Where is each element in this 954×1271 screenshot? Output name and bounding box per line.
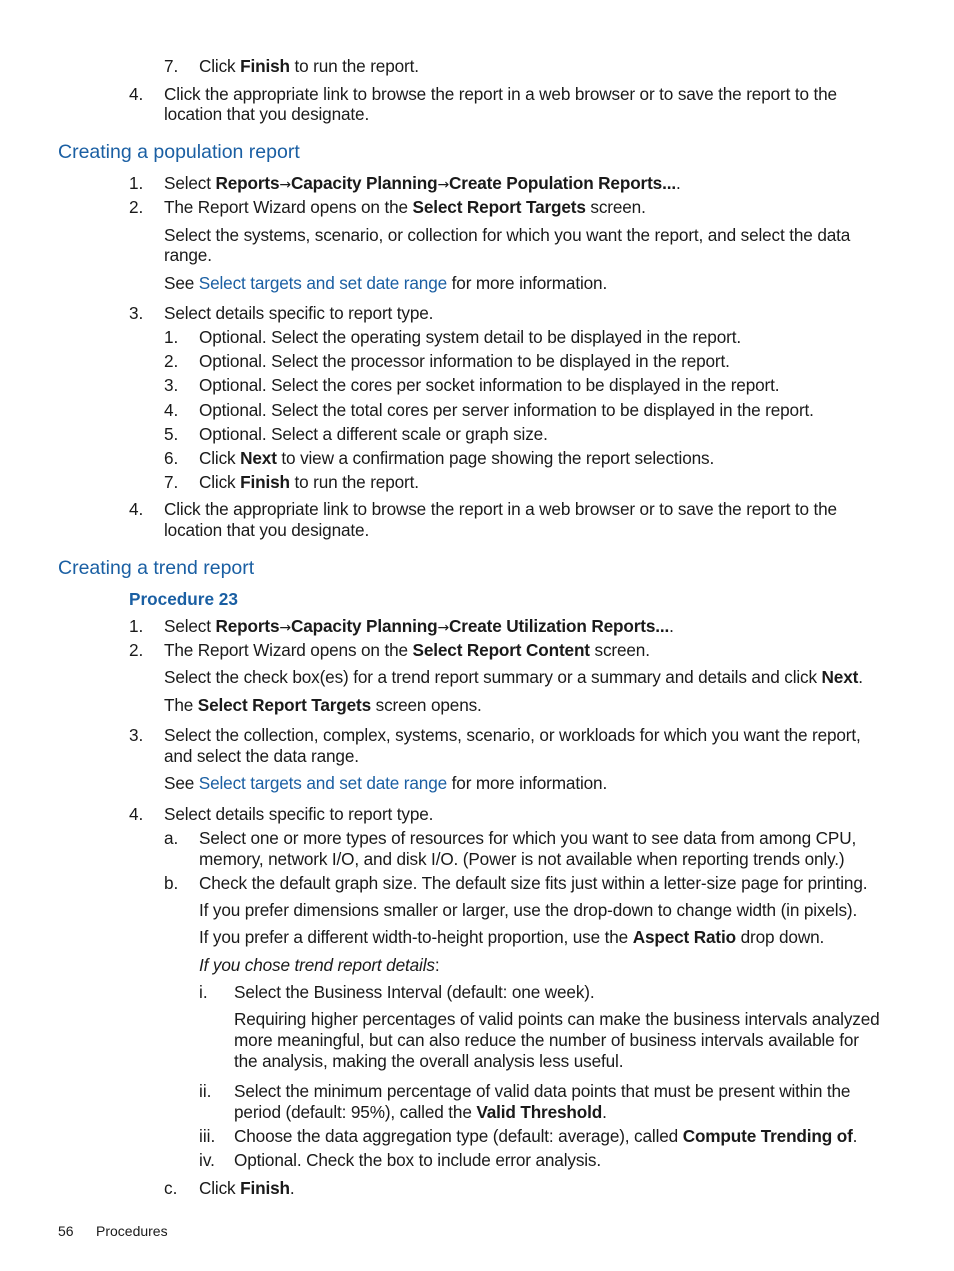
list-item: Optional. Select a different scale or graph size. bbox=[199, 424, 548, 444]
section-heading-trend: Creating a trend report bbox=[58, 557, 255, 579]
list-item: Click Finish to run the report. bbox=[199, 472, 419, 492]
select-targets-link[interactable]: Select targets and set date range bbox=[198, 773, 448, 793]
list-roman: iv. bbox=[199, 1150, 215, 1170]
list-number: 4. bbox=[129, 804, 144, 824]
list-item: Optional. Select the operating system detail to be displayed in the report. bbox=[199, 327, 741, 347]
paragraph-continuation: range. bbox=[164, 245, 212, 265]
paragraph: If you prefer dimensions smaller or larger, use the drop-down to change width (in pixels). bbox=[199, 900, 858, 920]
paragraph: Select the check box(es) for a trend report summary or a summary and details and click Next. bbox=[164, 667, 863, 687]
list-item: Optional. Select the processor information to be displayed in the report. bbox=[199, 351, 730, 371]
menu-path-step: Select Reports→Capacity Planning→Create Utilization Reports.... bbox=[164, 616, 674, 636]
procedure-title: Procedure 23 bbox=[129, 589, 238, 609]
list-item: Select details specific to report type. bbox=[164, 303, 434, 323]
list-number: 4. bbox=[164, 400, 179, 420]
list-item: Click Finish. bbox=[199, 1178, 295, 1198]
list-letter: b. bbox=[164, 873, 179, 893]
list-item: Click Next to view a confirmation page showing the report selections. bbox=[199, 448, 715, 468]
list-roman: ii. bbox=[199, 1081, 212, 1101]
list-item: Click the appropriate link to browse the report in a web browser or to save the report to the bbox=[164, 84, 837, 104]
list-number: 2. bbox=[129, 640, 144, 660]
list-item: Select one or more types of resources for which you want to see data from among CPU, bbox=[199, 828, 857, 848]
list-letter: c. bbox=[164, 1178, 178, 1198]
section-heading-population: Creating a population report bbox=[58, 141, 300, 163]
select-targets-link[interactable]: Select targets and set date range bbox=[198, 273, 448, 293]
paragraph-continuation: the analysis, making the overall analysis less useful. bbox=[234, 1051, 624, 1071]
list-item: Select the collection, complex, systems, scenario, or workloads for which you want the report, bbox=[164, 725, 861, 745]
list-roman: iii. bbox=[199, 1126, 216, 1146]
list-number: 6. bbox=[164, 448, 179, 468]
list-item: Select the Business Interval (default: one week). bbox=[234, 982, 595, 1002]
list-item: Select the minimum percentage of valid data points that must be present within the bbox=[234, 1081, 851, 1101]
list-letter: a. bbox=[164, 828, 179, 848]
list-number: 1. bbox=[129, 616, 144, 636]
paragraph: See Select targets and set date range for more information. bbox=[164, 273, 608, 293]
list-number: 4. bbox=[129, 499, 144, 519]
list-roman: i. bbox=[199, 982, 208, 1002]
list-number: 7. bbox=[164, 56, 179, 76]
list-number: 1. bbox=[129, 173, 144, 193]
list-number: 5. bbox=[164, 424, 179, 444]
paragraph: The Select Report Targets screen opens. bbox=[164, 695, 482, 715]
list-item: Check the default graph size. The default size fits just within a letter-size page for printing. bbox=[199, 873, 868, 893]
list-number: 3. bbox=[129, 725, 144, 745]
list-number: 4. bbox=[129, 84, 144, 104]
list-number: 3. bbox=[129, 303, 144, 323]
list-item-continuation: and select the data range. bbox=[164, 746, 359, 766]
list-number: 3. bbox=[164, 375, 179, 395]
paragraph: If you prefer a different width-to-height proportion, use the Aspect Ratio drop down. bbox=[199, 927, 825, 947]
paragraph: Select the systems, scenario, or collection for which you want the report, and select the data bbox=[164, 225, 851, 245]
list-number: 2. bbox=[129, 197, 144, 217]
list-item-continuation: memory, network I/O, and disk I/O. (Power is not available when reporting trends only.) bbox=[199, 849, 845, 869]
list-item-continuation: period (default: 95%), called the Valid Threshold. bbox=[234, 1102, 607, 1122]
list-item: The Report Wizard opens on the Select Report Targets screen. bbox=[164, 197, 646, 217]
paragraph: See Select targets and set date range for more information. bbox=[164, 773, 608, 793]
paragraph-continuation: more meaningful, but can also reduce the number of business intervals available for bbox=[234, 1030, 859, 1050]
list-item: Optional. Select the cores per socket information to be displayed in the report. bbox=[199, 375, 780, 395]
list-item: Click Finish to run the report. bbox=[199, 56, 419, 76]
list-item-continuation: location that you designate. bbox=[164, 520, 370, 540]
list-number: 7. bbox=[164, 472, 179, 492]
list-item: Optional. Check the box to include error analysis. bbox=[234, 1150, 601, 1170]
menu-path-step: Select Reports→Capacity Planning→Create Population Reports.... bbox=[164, 173, 681, 193]
list-item: Select details specific to report type. bbox=[164, 804, 434, 824]
page-number: 56 bbox=[58, 1223, 74, 1239]
list-item: Click the appropriate link to browse the report in a web browser or to save the report to the bbox=[164, 499, 837, 519]
list-item: The Report Wizard opens on the Select Report Content screen. bbox=[164, 640, 650, 660]
footer-section-title: Procedures bbox=[96, 1223, 168, 1239]
list-item-continuation: location that you designate. bbox=[164, 104, 370, 124]
paragraph: If you chose trend report details: bbox=[199, 955, 440, 975]
list-item: Choose the data aggregation type (default: average), called Compute Trending of. bbox=[234, 1126, 858, 1146]
paragraph: Requiring higher percentages of valid points can make the business intervals analyzed bbox=[234, 1009, 880, 1029]
list-number: 2. bbox=[164, 351, 179, 371]
list-number: 1. bbox=[164, 327, 179, 347]
list-item: Optional. Select the total cores per server information to be displayed in the report. bbox=[199, 400, 814, 420]
